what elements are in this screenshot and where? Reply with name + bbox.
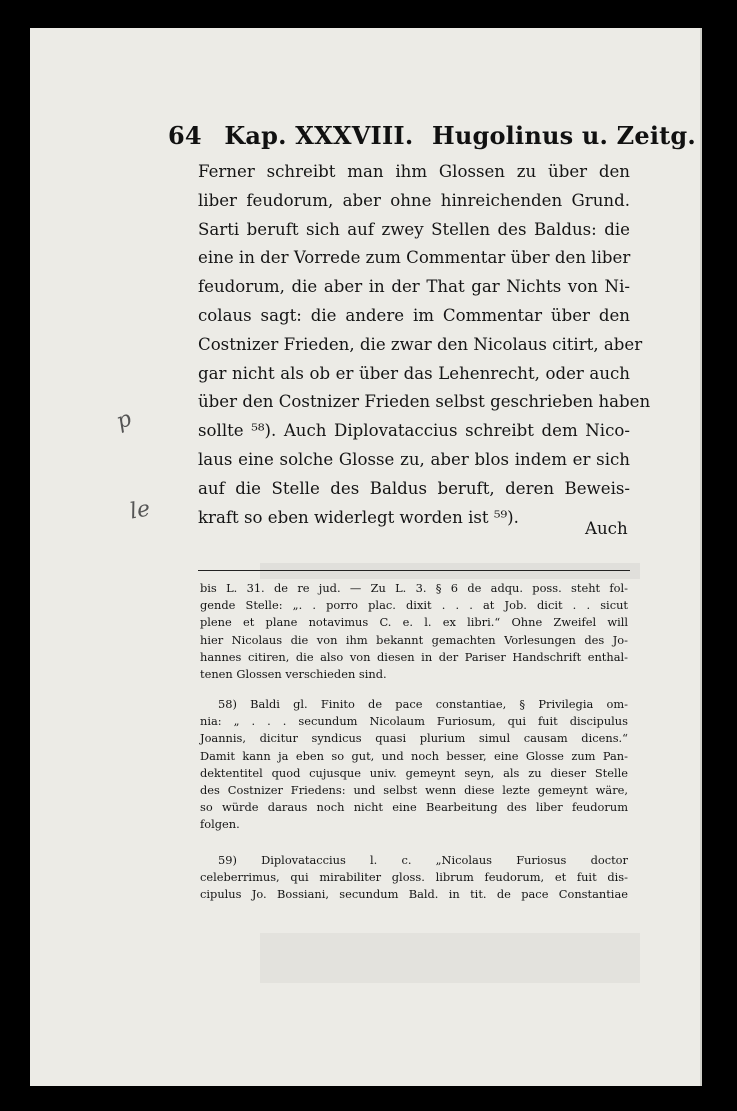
text-line: auf die Stelle des Baldus beruft, deren Beweis- bbox=[198, 478, 630, 498]
footnote-line: Damit kann ja eben so gut, und noch besser, eine Glosse zum Pan- bbox=[200, 748, 628, 763]
text-line: Ferner schreibt man ihm Glossen zu über den bbox=[198, 162, 630, 181]
text-line: feudorum, die aber in der That gar Nichts von Ni- bbox=[198, 277, 630, 297]
footnote-line: Joannis, dicitur syndicus quasi plurium simul causam dicens.“ bbox=[200, 731, 628, 746]
bleed-through bbox=[260, 563, 640, 579]
text-line: Sarti beruft sich auf zwey Stellen des Baldus: die bbox=[198, 219, 630, 239]
page-number: 64 bbox=[168, 121, 202, 150]
footnote-line: bis L. 31. de re jud. — Zu L. 3. § 6 de adqu. poss. steht fol- bbox=[200, 581, 628, 595]
text-line: colaus sagt: die andere im Commentar über den bbox=[198, 305, 630, 325]
footnote-line: cipulus Jo. Bossiani, secundum Bald. in tit. de pace Constantiae bbox=[200, 887, 628, 902]
running-title: Hugolinus u. Zeitg. bbox=[431, 121, 696, 150]
footnote-line: gende Stelle: „. . porro plac. dixit . . . at Job. dicit . . sicut bbox=[200, 598, 628, 613]
footnote-line: des Costnizer Friedens: und selbst wenn diese lezte gemeynt wäre, bbox=[200, 783, 628, 798]
chapter-label: Kap. XXXVIII. bbox=[224, 121, 414, 150]
text-line: über den Costnizer Frieden selbst geschrieben haben bbox=[198, 392, 651, 412]
footnote-line: plene et plane notavimus C. e. l. ex libri.“ Ohne Zweifel will bbox=[200, 615, 628, 630]
text-line: eine in der Vorrede zum Commentar über den liber bbox=[198, 248, 631, 268]
margin-pencil-mark: p bbox=[113, 406, 135, 435]
footnote-line: 59) Diplovataccius l. c. „Nicolaus Furiosus doctor bbox=[218, 853, 628, 867]
footnote-line: tenen Glossen verschieden sind. bbox=[200, 667, 387, 682]
catchword: Auch bbox=[585, 519, 628, 538]
footnote-rule bbox=[198, 570, 630, 571]
footnote-line: hier Nicolaus die von ihm bekannt gemachten Vorlesungen des Jo- bbox=[200, 632, 628, 647]
footnote-58 bbox=[200, 696, 628, 834]
footnote-line: dektentitel quod cujusque univ. gemeynt seyn, als zu dieser Stelle bbox=[200, 765, 628, 780]
text-line: Costnizer Frieden, die zwar den Nicolaus citirt, aber bbox=[198, 334, 643, 354]
footnote-59 bbox=[200, 852, 628, 904]
footnote-line: folgen. bbox=[200, 817, 240, 832]
bleed-through bbox=[260, 933, 640, 983]
text-line: laus eine solche Glosse zu, aber blos indem er sich bbox=[198, 449, 630, 469]
footnote-line: nia: „ . . . secundum Nicolaum Furiosum, qui fuit discipulus bbox=[200, 714, 628, 729]
footnote-line: celeberrimus, qui mirabiliter gloss. librum feudorum, et fuit dis- bbox=[200, 870, 628, 885]
text-line: gar nicht als ob er über das Lehenrecht, oder auch bbox=[198, 363, 630, 383]
margin-pencil-mark: le bbox=[127, 496, 153, 525]
text-line: sollte ⁵⁸). Auch Diplovataccius schreibt dem Nico- bbox=[198, 421, 630, 441]
footnote-continued bbox=[200, 580, 628, 683]
running-header bbox=[168, 121, 696, 150]
main-text bbox=[198, 158, 651, 532]
footnote-line: so würde daraus noch nicht eine Bearbeitung des liber feudorum bbox=[200, 800, 628, 815]
footnote-line: hannes citiren, die also von diesen in der Pariser Handschrift enthal- bbox=[200, 649, 628, 664]
text-line: kraft so eben widerlegt worden ist ⁵⁹). bbox=[198, 507, 519, 527]
footnote-line: 58) Baldi gl. Finito de pace constantiae, § Privilegia om- bbox=[218, 697, 628, 711]
text-line: liber feudorum, aber ohne hinreichenden Grund. bbox=[198, 190, 630, 210]
